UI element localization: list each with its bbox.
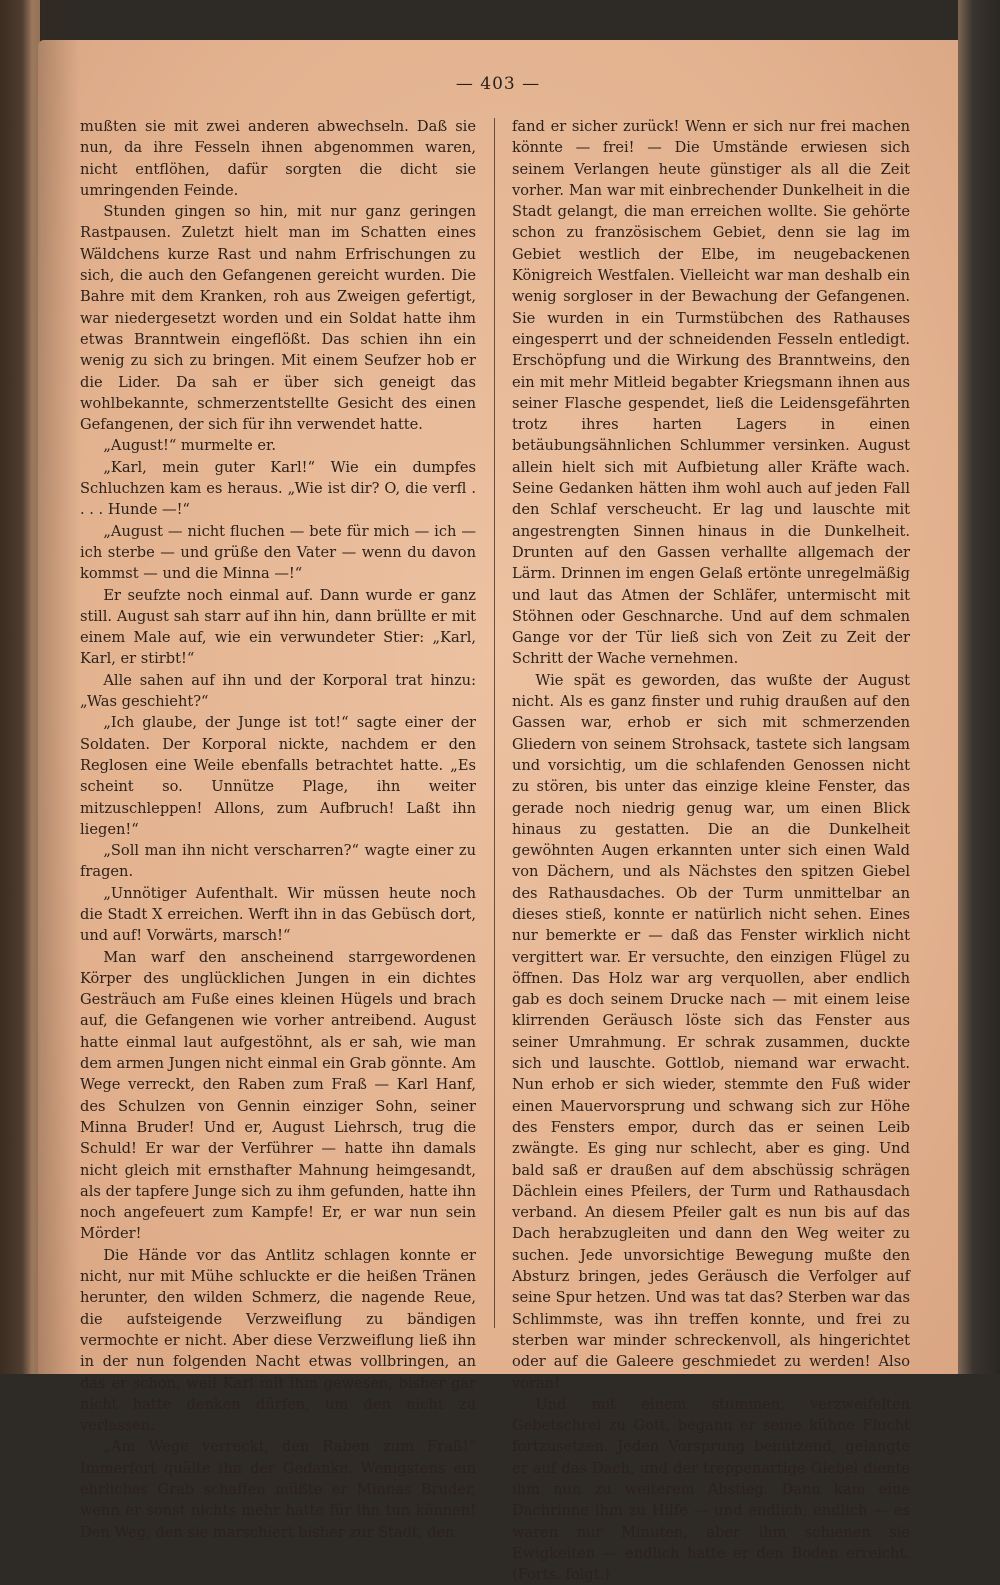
paragraph: „Soll man ihn nicht verscharren?“ wagte einer zu fragen. <box>80 842 476 881</box>
paragraph: „August!“ murmelte er. <box>103 437 277 455</box>
paragraph: „Ich glaube, der Junge ist tot!“ sagte einer der Soldaten. Der Korporal nickte, nachdem er den Reglosen eine Weile ebenfalls betrachtet hatte. „Es scheint so. Unnütze Plage, ihn weiter mitzuschleppen! Allons, zum Aufbruch! Laßt ihn liegen!“ <box>80 714 476 838</box>
paragraph: Und mit einem stummen, verzweifelten Gebetschrei zu Gott, begann er seine kühne Flucht fortzusetzen. Jeden Vorsprung benützend, gelangte er auf das Dach, und der treppenartige Giebel diente ihm nun zu weiterem Abstieg. Dann kam eine Dachrinne ihm zu Hilfe — und endlich, endlich — es waren nur Minuten, aber ihm schienen sie Ewigkeiten — endlich hatte er den Boden erreicht. (Forts. folgt.) <box>512 1395 910 1584</box>
paragraph: Er seufzte noch einmal auf. Dann wurde er ganz still. August sah starr auf ihn hin, dann brüllte er mit einem Male auf, wie ein verwundeter Stier: „Karl, Karl, er stirbt!“ <box>80 586 476 668</box>
book-cover-left-edge <box>0 0 40 1374</box>
paragraph: „August — nicht fluchen — bete für mich — ich — ich sterbe — und grüße den Vater — wenn du davon kommst — und die Minna —!“ <box>80 522 476 583</box>
paragraph: „Unnötiger Aufenthalt. Wir müssen heute noch die Stadt X erreichen. Werft ihn in das Gebüsch dort, und auf! Vorwärts, marsch!“ <box>80 884 476 945</box>
book-page <box>38 40 958 1584</box>
text-column-left <box>80 116 476 1543</box>
text-column-right <box>512 116 910 1585</box>
paragraph: „Karl, mein guter Karl!“ Wie ein dumpfes Schluchzen kam es heraus. „Wie ist dir? O, die verfl . . . . Hunde —!“ <box>80 458 476 519</box>
paragraph: Stunden gingen so hin, mit nur ganz geringen Rastpausen. Zuletzt hielt man im Schatten eines Wäldchens kurze Rast und nahm Erfrischungen zu sich, die auch den Gefangenen gereicht wurden. Die Bahre mit dem Kranken, roh aus Zweigen gefertigt, war niedergesetzt worden und ein Soldat hatte ihm etwas Branntwein eingeflößt. Das schien ihn ein wenig zu sich zu bringen. Mit einem Seufzer hob er die Lider. Da sah er über sich geneigt das wohlbekannte, schmerzentstellte Gesicht des einen Gefangenen, der sich für ihn verwendet hatte. <box>80 203 476 434</box>
paragraph: Wie spät es geworden, das wußte der August nicht. Als es ganz finster und ruhig draußen auf den Gassen war, erhob er sich mit schmerzenden Gliedern von seinem Strohsack, tastete sich langsam und vorsichtig, um die schlafenden Genossen nicht zu stören, bis unter das einzige kleine Fenster, das gerade noch niedrig genug war, um einen Blick hinaus zu gestatten. Die an die Dunkelheit gewöhnten Augen erkannten unter sich einen Wald von Dächern, und als Nächstes den spitzen Giebel des Rathausdaches. Ob der Turm unmittelbar an dieses stieß, konnte er natürlich nicht sehen. Eines nur bemerkte er — daß das Fenster wirklich nicht vergittert war. Er versuchte, den einzigen Flügel zu öffnen. Das Holz war arg verquollen, aber endlich gab es doch seinem Drucke nach — mit einem leise klirrenden Geräusch löste sich das Fenster aus seiner Umrahmung. Er schrak zusammen, duckte sich und lauschte. Gottlob, niemand war erwacht. Nun erhob er sich wieder, stemmte den Fuß wider einen Mauervorsprung und schwang sich zur Höhe des Fensters empor, durch das er seinen Leib zwängte. Es ging nur schlecht, aber es ging. Und bald saß er draußen auf dem abschüssig schrägen Dächlein eines Pfeilers, der Turm und Rathausdach verband. An diesem Pfeiler galt es nun bis auf das Dach herabzugleiten und dann den Weg weiter zu suchen. Jede unvorsichtige Bewegung mußte den Absturz bringen, jedes Geräusch die Verfolger auf seine Spur hetzen. Und was tat das? Sterben war das Schlimmste, was ihn treffen konnte, und frei zu sterben war minder schreckenvoll, als hingerichtet oder auf die Galeere geschmiedet zu werden! Also voran! <box>512 671 910 1392</box>
paragraph: Man warf den anscheinend starrgewordenen Körper des unglücklichen Jungen in ein dichtes Gesträuch am Fuße eines kleinen Hügels und brach auf, die Gefangenen wie vorher antreibend. August hatte einmal laut aufgestöhnt, als er sah, wie man dem armen Jungen nicht einmal ein Grab gönnte. Am Wege verreckt, den Raben zum Fraß — Karl Hanf, des Schulzen von Gennin einziger Sohn, seiner Minna Bruder! Und er, August Liehrsch, trug die Schuld! Er war der Verführer — hatte ihn damals nicht gleich mit ernsthafter Mahnung heimgesandt, als der tapfere Junge sich zu ihm gefunden, hatte ihn noch angefeuert zum Kampfe! Er, er war nun sein Mörder! <box>80 948 476 1243</box>
paragraph: „Am Wege verreckt, den Raben zum Fraß!“ Immerfort quälte ihn der Gedanke. Wenigstens ein ehrliches Grab schaffen müßte er Minnas Bruder, wenn er sonst nichts mehr hatte für ihn tun können! Den Weg, den sie marschiert bisher zur Stadt, den <box>80 1438 476 1541</box>
paragraph: Die Hände vor das Antlitz schlagen konnte er nicht, nur mit Mühe schluckte er die heißen Tränen herunter, den wilden Schmerz, die nagende Reue, die aufsteigende Verzweiflung zu bändigen vermochte er nicht. Aber diese Verzweiflung ließ ihn in der nun folgenden Nacht etwas vollbringen, an das er schon, weil Karl mit ihm gewesen, bisher gar nicht hatte denken dürfen, um den nicht zu verlassen. <box>80 1246 476 1435</box>
paragraph: fand er sicher zurück! Wenn er sich nur frei machen könnte — frei! — Die Umstände erwiesen sich seinem Verlangen heute günstiger als all die Zeit vorher. Man war mit einbrechender Dunkelheit in die Stadt gelangt, die man erreichen wollte. Sie gehörte schon zu französischem Gebiet, denn sie lag im Gebiet westlich der Elbe, im neugebackenen Königreich Westfalen. Vielleicht war man deshalb ein wenig sorgloser in der Bewachung der Gefangenen. Sie wurden in ein Turmstübchen des Rathauses eingesperrt und der schneidenden Fesseln entledigt. Erschöpfung und die Wirkung des Branntweins, den ein mit mehr Mitleid begabter Kriegsmann ihnen aus seiner Flasche gespendet, ließ die Leidensgefährten trotz ihres harten Lagers in einen betäubungsähnlichen Schlummer versinken. August allein hielt sich mit Aufbietung aller Kräfte wach. Seine Gedanken hätten ihm wohl auch auf jeden Fall den Schlaf verscheucht. Er lag und lauschte mit angestrengten Sinnen hinaus in die Dunkelheit. Drunten auf den Gassen verhallte allgemach der Lärm. Drinnen im engen Gelaß ertönte unregelmäßig und laut das Atmen der Schläfer, untermischt mit Stöhnen oder Geschnarche. Und auf dem schmalen Gange vor der Tür ließ sich von Zeit zu Zeit der Schritt der Wache vernehmen. <box>512 118 910 668</box>
paragraph: Alle sahen auf ihn und der Korporal trat hinzu: „Was geschieht?“ <box>80 671 476 711</box>
paragraph: mußten sie mit zwei anderen abwechseln. Daß sie nun, da ihre Fesseln ihnen abgenommen waren, nicht entflöhen, dafür sorgten die dicht sie umringenden Feinde. <box>80 118 476 199</box>
book-cover-right-edge <box>958 0 1000 1374</box>
page-number: — 403 — <box>455 74 541 94</box>
column-divider <box>494 118 495 1328</box>
